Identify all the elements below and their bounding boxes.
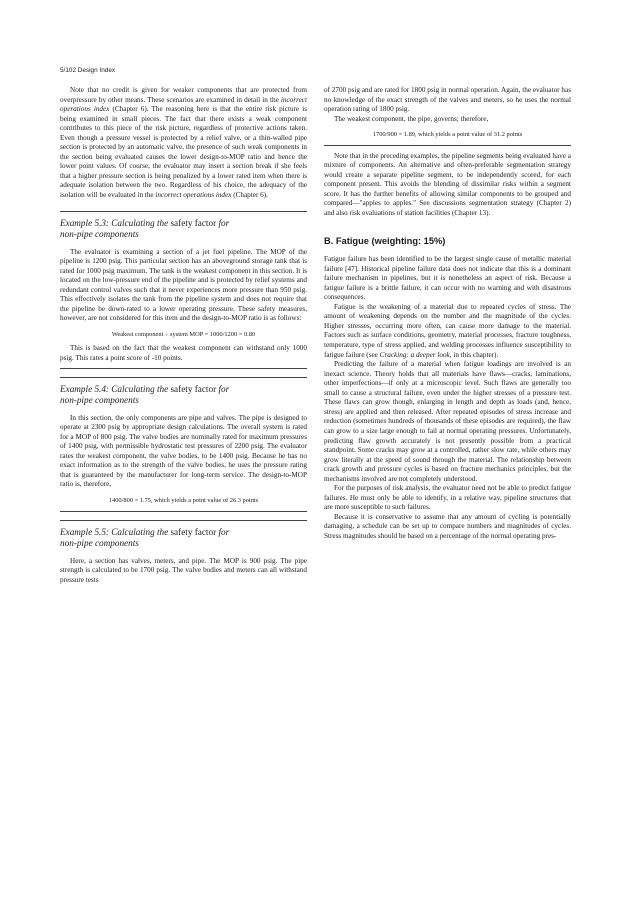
divider (60, 520, 307, 521)
right-column (324, 86, 571, 542)
running-header: 5/102 Design Index (60, 67, 116, 74)
left-column (60, 86, 307, 585)
divider (324, 145, 571, 146)
example-5-4-body: In this section, the only components are pipe and valves. The pipe is designed to operate at 2300 psig by appropriate design calculations. The overall system is rated for a MOP of 800 psig. The valve bodies are nominally rated for maximum pressures of 1400 psig, with permissible hydrostatic test pressures of 2200 psig. The evaluator rates the weakest component, the valve bodies, to be 1400 psig. Because he has no exact information as to the strength of the valve bodies, he uses the pressure rating that is guaranteed by the manufacturer for long-term service. The design-to-MOP ratio is, therefore, (60, 413, 307, 489)
fatigue-paragraph-4: For the purposes of risk analysis, the evaluator need not be able to predict fatigue failures. He must only be able to identify, in a relative way, pipeline structures that are more susceptible to such failures. (324, 484, 571, 512)
example-5-3-equation: Weakest component ÷ system MOP = 1000/1200 = 0.80 (111, 330, 256, 338)
example-5-3-body: The evaluator is examining a section of a jet fuel pipeline. The MOP of the pipeline is 1200 psig. This particular section has an aboveground storage tank that is rated for 1000 psig maximum. The tank is the weakest component in this section. It is located on the low-pressure end of the pipeline and is protected by relief systems and redundant control valves such that it never experiences more pressure than 950 psig. This effectively isolates the tank from the pipeline system and does not require that the pipeline be down-rated to a lower operating pressure. These safety measures, however, are not considered for this item and the design-to-MOP ratio is as follows: (60, 247, 307, 323)
segmentation-note: Note that in the preceding examples, the pipeline segments being evaluated have a mixture of components. An alternative and often-preferable segmentation strategy would create a separate pipeline segment, to be independently scored, for each component present. This avoids the blending of dissimilar risks within a segment score. It has the further benefits of allowing similar components to be grouped and compared—"apples to apples." See discussions segmentation strategy (Chapter 2) and also risk evaluations of station facilities (Chapter 13). (324, 151, 571, 218)
fatigue-paragraph-3: Predicting the failure of a material when fatigue loadings are involved is an inexact science. Theory holds that all materials have flaws—cracks, laminations, other imperfections—if only at a microscopic level. Such flaws are generally too small to cause a structural failure, even under the higher stresses of a pressure test. These flaws can grow though, enlarging in length and depth as loads (and, hence, stress) are applied and then released. After repeated episodes of stress increase and reduction (sometimes hundreds of thousands of these episodes are required), the flaw can grow to a size large enough to fail at normal operating pressures. Unfortunately, predicting flaw growth accurately is not presently possible from a practical standpoint. Some cracks may grow at a controlled, rather slow rate, while others may grow literally at the speed of sound through the material. The relationship between crack growth and pressure cycles is based on fracture mechanics principles, but the mechanisms involved are not completely understood. (324, 360, 571, 483)
example-5-4-title: Example 5.4: Calculating the safety factor for non-pipe components (60, 383, 230, 405)
divider (60, 511, 307, 512)
fatigue-paragraph-2: Fatigue is the weakening of a material due to repeated cycles of stress. The amount of weakening depends on the number and the magnitude of the cycles. Higher stresses, occurring more often, can cause more damage to the material. Factors such as surface conditions, geometry, material processes, fracture toughness, temperature, type of stress applied, and welding processes influence susceptibility to fatigue failure (see Cracking: a deeper look, in this chapter). (324, 302, 571, 359)
divider (60, 368, 307, 369)
example-5-3-title: Example 5.3: Calculating the safety factor for non-pipe components (60, 217, 230, 239)
ref-incorrect-operations: incorrect operations index (155, 191, 232, 200)
example-5-5-body: Here, a section has valves, meters, and pipe. The MOP is 900 psig. The pipe strength is calculated to be 1700 psig. The valve bodies and meters can all withstand pressure tests (60, 556, 307, 584)
divider (60, 377, 307, 378)
example-5-5-title: Example 5.5: Calculating the safety factor for non-pipe components (60, 526, 230, 548)
example-5-5-continued: of 2700 psig and are rated for 1800 psig in normal operation. Again, the evaluator has no knowledge of the exact strength of the valves and meters, so he uses the normal operation rating of 1800 psig. (324, 86, 571, 114)
intro-paragraph: Note that no credit is given for weaker components that are protected from overpressure by other means. These scenarios are examined in detail in the incorrect operations index (Chapter 6). The reasoning here is that the entire risk picture is being examined in small pieces. The fact that there exists a weak component contributes to this piece of the risk picture, regardless of protective actions taken. Even though a pressure vessel is protected by a relief valve, or a thin-walled pipe section is protected by an automatic valve, the presence of such weak components in the section being evaluated causes the lower design-to-MOP ratio and hence the lower point values. Of course, the evaluator may insert a section break if she feels that a higher pressure section is being penalized by a lower rated item when there is adequate isolation between the two. Regardless of his choice, the adequacy of the isolation will be evaluated in the incorrect operations index (Chapter 6). (60, 86, 308, 200)
section-heading-fatigue: B. Fatigue (weighting: 15%) (324, 235, 446, 246)
ref-incorrect-operations: incorrect operations index (60, 95, 307, 114)
fatigue-paragraph-5: Because it is conservative to assume that any amount of cycling is potentially damaging, a schedule can be set up to compare numbers and magnitudes of cycles. Stress magnitudes should be based on a percentage of the normal operating pres- (324, 512, 571, 540)
example-5-4-equation: 1400/800 = 1.75, which yields a point value of 26.3 points (108, 496, 259, 504)
divider (60, 211, 307, 212)
fatigue-paragraph-1: Fatigue failure has been identified to be the largest single cause of metallic material failure [47]. Historical pipeline failure data does not indicate that this is a dominant failure mechanism in pipelines, but it is nonetheless an aspect of risk. Because a fatigue failure is a brittle failure, it can occur with no warning and with disastrous consequences. (324, 255, 571, 302)
example-5-3-result: This is based on the fact that the weakest component can withstand only 1000 psig. This rates a point score of -10 points. (60, 344, 307, 363)
example-5-5-equation: 1700/900 = 1.89, which yields a point value of 31.2 points (372, 131, 523, 139)
example-5-5-governs: The weakest component, the pipe, governs; therefore, (334, 114, 489, 123)
ref-cracking: Cracking: a deeper look (379, 350, 450, 359)
